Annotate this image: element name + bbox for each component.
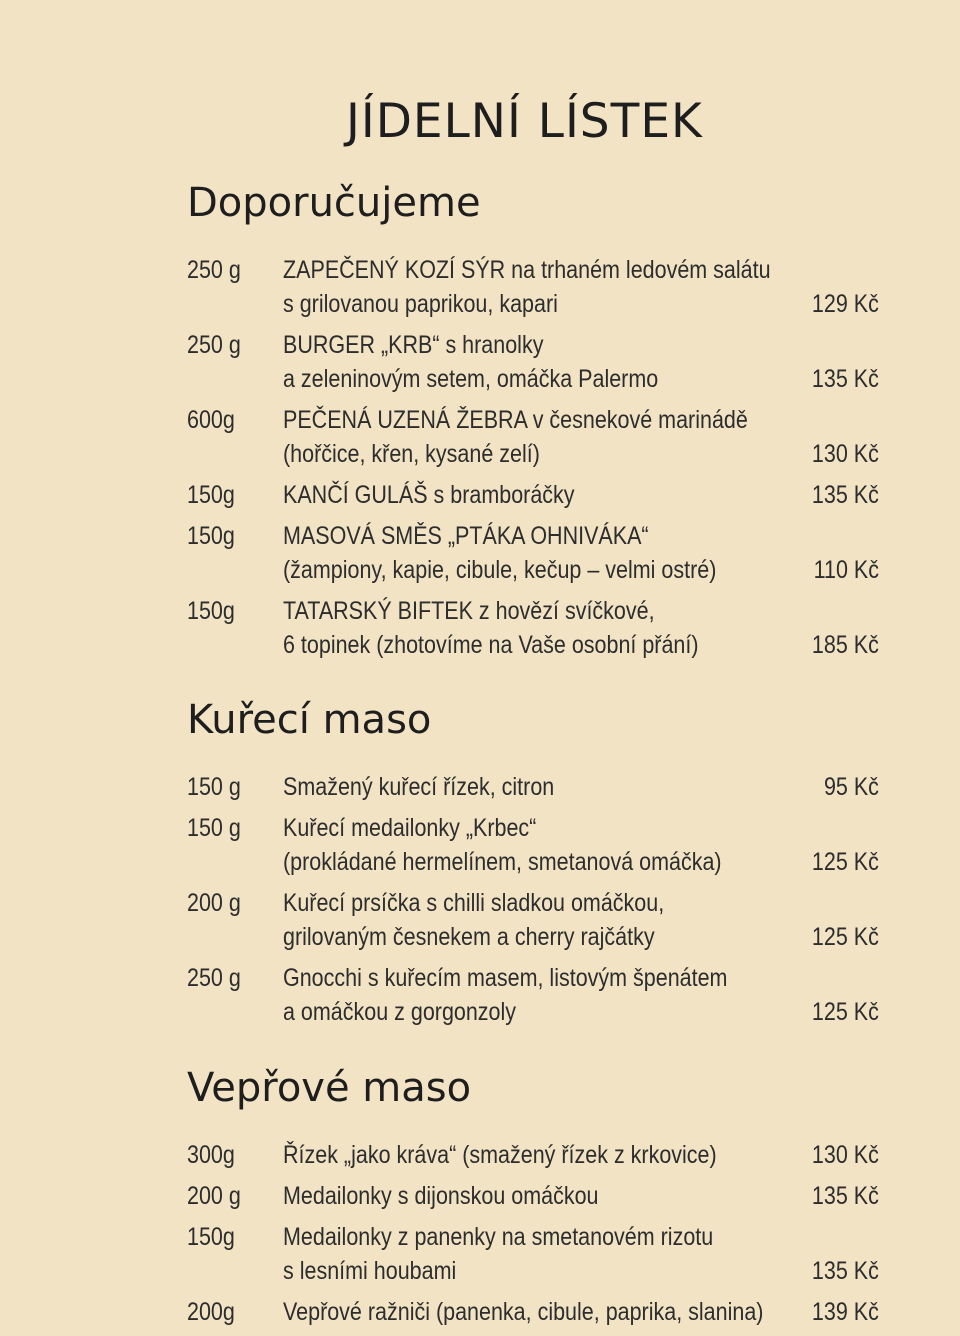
- menu-item: [187, 403, 887, 471]
- menu-title: JÍDELNÍ LÍSTEK: [346, 94, 703, 149]
- item-price: 130 Kč: [812, 440, 879, 468]
- item-weight: 150 g: [187, 773, 241, 801]
- item-weight: 250 g: [187, 331, 241, 359]
- item-price: 135 Kč: [812, 1257, 879, 1285]
- item-price: 135 Kč: [812, 1182, 879, 1210]
- item-description-line: a zeleninovým setem, omáčka Palermo: [283, 365, 659, 393]
- menu-item: [187, 478, 887, 512]
- item-weight: 200 g: [187, 1182, 241, 1210]
- item-description-line: KANČÍ GULÁŠ s bramboráčky: [283, 481, 575, 509]
- item-description: [283, 1179, 803, 1213]
- item-description-line: Medailonky s dijonskou omáčkou: [283, 1182, 599, 1210]
- item-description-line: Řízek „jako kráva“ (smažený řízek z krkovice): [283, 1141, 717, 1169]
- section-kureci-maso: [187, 697, 887, 1036]
- item-description-line: grilovaným česnekem a cherry rajčátky: [283, 923, 655, 951]
- item-description-line: PEČENÁ UZENÁ ŽEBRA v česnekové marinádě: [283, 406, 748, 434]
- item-description-line: (žampiony, kapie, cibule, kečup – velmi ostré): [283, 556, 717, 584]
- menu-item: [187, 594, 887, 662]
- item-list: [187, 770, 887, 1029]
- item-weight: 150 g: [187, 814, 241, 842]
- item-weight: 300g: [187, 1141, 235, 1169]
- item-description: [283, 328, 803, 396]
- menu-item: [187, 253, 887, 321]
- item-description: [283, 1295, 803, 1329]
- item-weight: 200 g: [187, 889, 241, 917]
- item-description-line: Vepřové ražniči (panenka, cibule, paprika, slanina): [283, 1298, 764, 1326]
- item-description-line: (hořčice, křen, kysané zelí): [283, 440, 540, 468]
- item-price: 125 Kč: [812, 848, 879, 876]
- item-description-line: BURGER „KRB“ s hranolky: [283, 331, 544, 359]
- item-description-line: (prokládané hermelínem, smetanová omáčka): [283, 848, 722, 876]
- item-weight: 150g: [187, 1223, 235, 1251]
- menu-item: [187, 1138, 887, 1172]
- menu-item: [187, 1220, 887, 1288]
- menu-item: [187, 1295, 887, 1329]
- item-weight: 250 g: [187, 256, 241, 284]
- item-description-line: s grilovanou paprikou, kapari: [283, 290, 558, 318]
- item-price: 130 Kč: [812, 1141, 879, 1169]
- item-description-line: TATARSKÝ BIFTEK z hovězí svíčkové,: [283, 597, 655, 625]
- item-description: [283, 1138, 803, 1172]
- item-description: [283, 811, 803, 879]
- item-price: 135 Kč: [812, 365, 879, 393]
- item-weight: 150g: [187, 522, 235, 550]
- item-price: 110 Kč: [813, 556, 879, 584]
- item-price: 139 Kč: [812, 1298, 879, 1326]
- item-weight: 250 g: [187, 964, 241, 992]
- item-description: [283, 403, 803, 471]
- item-description-line: ZAPEČENÝ KOZÍ SÝR na trhaném ledovém salátu: [283, 256, 771, 284]
- item-description-line: Kuřecí prsíčka s chilli sladkou omáčkou,: [283, 889, 665, 917]
- item-description-line: a omáčkou z gorgonzoly: [283, 998, 517, 1026]
- item-price: 129 Kč: [812, 290, 879, 318]
- menu-item: [187, 811, 887, 879]
- item-description-line: Kuřecí medailonky „Krbec“: [283, 814, 537, 842]
- item-description-line: Gnocchi s kuřecím masem, listovým špenátem: [283, 964, 728, 992]
- item-price: 125 Kč: [812, 998, 879, 1026]
- item-weight: 200g: [187, 1298, 235, 1326]
- item-description: [283, 519, 803, 587]
- item-description-line: Smažený kuřecí řízek, citron: [283, 773, 555, 801]
- menu-item: [187, 961, 887, 1029]
- item-list: [187, 1138, 887, 1329]
- item-description: [283, 594, 803, 662]
- item-price: 135 Kč: [812, 481, 879, 509]
- section-heading: Doporučujeme: [187, 180, 481, 226]
- item-weight: 150g: [187, 597, 235, 625]
- item-description-line: s lesními houbami: [283, 1257, 457, 1285]
- section-veprove-maso: [187, 1065, 887, 1336]
- item-weight: 600g: [187, 406, 235, 434]
- menu-item: [187, 1179, 887, 1213]
- item-price: 185 Kč: [812, 631, 879, 659]
- menu-item: [187, 519, 887, 587]
- section-doporucujeme: [187, 180, 887, 669]
- item-description: [283, 961, 803, 1029]
- item-price: 95 Kč: [824, 773, 879, 801]
- item-description: [283, 478, 803, 512]
- menu-item: [187, 770, 887, 804]
- item-description: [283, 770, 803, 804]
- item-list: [187, 253, 887, 662]
- item-description-line: 6 topinek (zhotovíme na Vaše osobní přání): [283, 631, 699, 659]
- item-price: 125 Kč: [812, 923, 879, 951]
- item-description-line: MASOVÁ SMĚS „PTÁKA OHNIVÁKA“: [283, 522, 649, 550]
- section-heading: Vepřové maso: [187, 1065, 472, 1111]
- item-description: [283, 1220, 803, 1288]
- menu-item: [187, 886, 887, 954]
- section-heading: Kuřecí maso: [187, 697, 432, 743]
- item-description-line: Medailonky z panenky na smetanovém rizotu: [283, 1223, 714, 1251]
- item-description: [283, 253, 803, 321]
- item-weight: 150g: [187, 481, 235, 509]
- menu-item: [187, 328, 887, 396]
- item-description: [283, 886, 803, 954]
